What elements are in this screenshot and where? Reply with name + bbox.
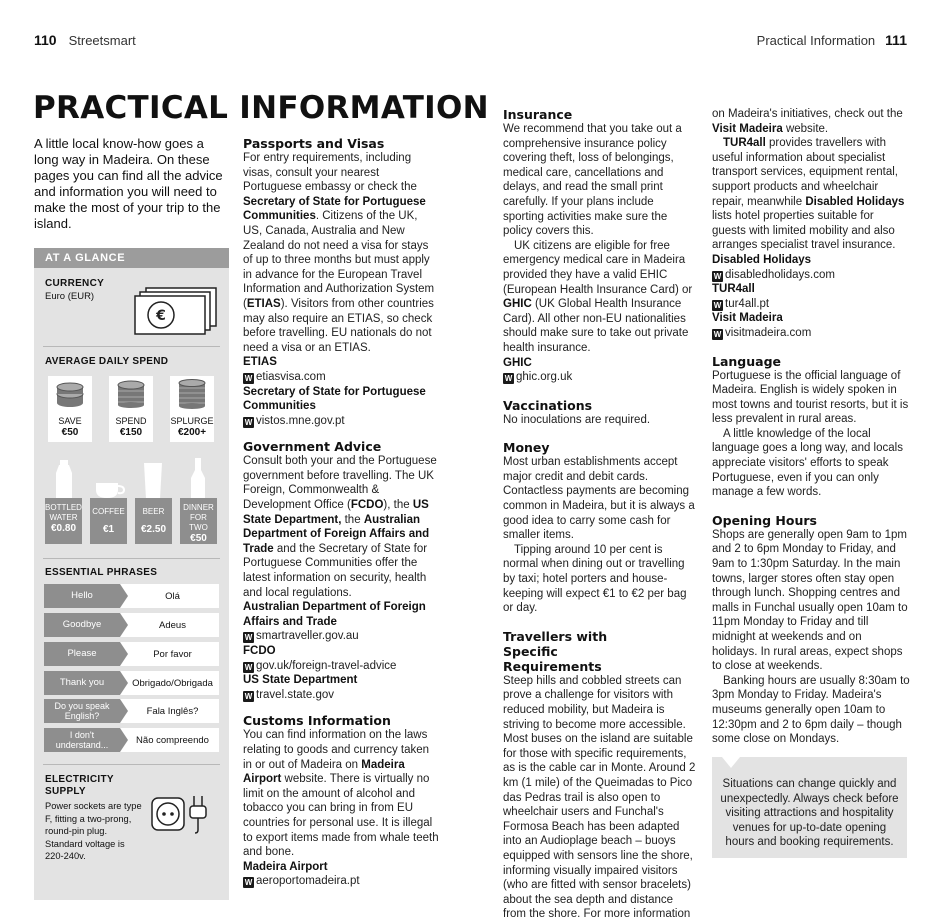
travellers-paragraph: Steep hills and cobbled streets can prove a challenge for visitors with reduced mobility, but Madeira is striving to become more accessible. Most buses on the island are suitable for those with specific requirements, as is the cable car in Monte. Around 2 km (1 mile) of the Queimadas to Pico das Pedras trail is also open to wheelchair users and Funchal's Formosa Beach has been adapted into an Audioplage beach – buoys equipped with sensors line the shore, informing visually impaired visitors (who are fitted with sensor bracelets) about the sea depth and distance from the shore. For more information (503, 674, 696, 921)
price-value: €50 (190, 533, 207, 544)
right-page-number: 111 (885, 32, 907, 48)
spend-value: €50 (61, 427, 79, 438)
phrase-portuguese: Obrigado/Obrigada (120, 671, 219, 695)
price-value: €2.50 (140, 524, 167, 535)
website-link[interactable]: visitmadeira.com (725, 326, 812, 339)
coin-stack-icon (177, 379, 207, 409)
wine-bottle-icon (188, 458, 208, 500)
phrase-row (44, 642, 219, 666)
phrase-english: Hello (44, 584, 120, 608)
spend-label: SPEND (115, 416, 147, 426)
phrase-english: I don't understand... (44, 728, 120, 752)
customs-paragraph: You can find information on the laws relating to goods and currency taken in or out of Madeira on Madeira Airport website. There is virtually no limit on the amount of alcohol and tobacco you can bring in from EU countries for personal use. It is illegal to export items made from whale teeth and bone. (243, 729, 439, 859)
at-a-glance-heading: AT A GLANCE (34, 248, 229, 268)
phrase-portuguese: Adeus (120, 613, 219, 637)
currency-value: Euro (EUR) (45, 291, 95, 302)
website-link[interactable]: smartraveller.gov.au (256, 630, 359, 643)
section-heading-money: Money (503, 440, 550, 456)
government-paragraph: Consult both your and the Portuguese government before travelling. The UK Foreign, Commonwealth & Development Office (FCDO), the US State Department, the Australian Department of Foreign Affairs and Trade and the Secretary of State for Portuguese Communities offer the latest information on security, health and local regulations. (243, 455, 437, 599)
section-heading-vaccinations: Vaccinations (503, 397, 593, 413)
org-name: TUR4all (712, 283, 755, 296)
divider (43, 558, 220, 559)
org-name: Madeira Airport (243, 860, 328, 873)
phrase-portuguese: Fala Inglês? (120, 699, 219, 723)
travellers-continued-paragraph: TUR4all provides travellers with useful information about specialist transport services, equipment rental, support products and wheelchair repair, meanwhile Disabled Holidays lists hotel properties suitable for guests with limited mobility and also arranges specialist travel insurance. (712, 137, 905, 252)
left-page-header (34, 32, 136, 48)
phrase-english: Do you speak English? (44, 699, 120, 723)
price-beer (135, 498, 172, 544)
phrase-english: Goodbye (44, 613, 120, 637)
money-paragraph: Tipping around 10 per cent is normal when dining out or travelling by taxi; hotel porters and house-keeping will expect €1 to €2 per bag or day. (503, 543, 687, 615)
org-name: ETIAS (243, 356, 277, 369)
power-socket-plug-icon (150, 794, 212, 834)
price-value: €1 (102, 524, 115, 535)
section-heading-language: Language (712, 353, 782, 369)
coin-stack-icon (116, 379, 146, 409)
divider (43, 764, 220, 765)
section-heading-travellers: Travellers with Specific Requirements (503, 628, 608, 674)
column-3 (712, 107, 910, 747)
money-paragraph: Most urban establishments accept major credit and debit cards. Contactless payments are becoming common in Madeira, but it is always a good idea to carry some cash for smaller items. (503, 456, 695, 542)
price-coffee (90, 498, 127, 544)
right-section-title: Practical Information (756, 33, 876, 48)
advisory-note-text: Situations can change quickly and unexpectedly. Always check before visiting attractions and hospitality venues for up-to-date opening hours and booking requirements. (720, 778, 899, 849)
language-paragraph: Portuguese is the official language of Madeira. English is widely spoken in most towns and tourist resorts, but it is less prevalent in rural areas. (712, 369, 909, 426)
org-name: GHIC (503, 356, 532, 369)
spend-spend-box (109, 376, 153, 442)
website-icon: W (244, 417, 253, 427)
phrase-portuguese: Olá (120, 584, 219, 608)
price-label: BEER (142, 507, 165, 516)
website-link[interactable]: ghic.org.uk (516, 371, 573, 384)
advisory-note-box (712, 757, 907, 858)
spend-label: SAVE (58, 416, 82, 426)
phrase-row (44, 671, 219, 695)
phrase-row (44, 613, 219, 637)
website-icon: W (244, 633, 253, 643)
spend-label: SPLURGE (170, 416, 214, 426)
website-icon: W (244, 662, 253, 672)
opening-hours-paragraph: Banking hours are usually 8:30am to 3pm Monday to Friday. Madeira's museums generally open 10am to 12:30pm and 2 to 6pm daily – though some close on Mondays. (712, 674, 910, 746)
section-heading-customs: Customs Information (243, 713, 391, 729)
spend-value: €150 (119, 427, 143, 438)
org-name: Disabled Holidays (712, 253, 812, 266)
spend-splurge-box (170, 376, 214, 442)
currency-label: CURRENCY (45, 278, 105, 289)
price-label: DINNER FOR TWO (183, 503, 214, 532)
coin-stack-icon (55, 379, 85, 409)
price-value: €0.80 (50, 523, 77, 534)
price-dinner-for-two (180, 498, 217, 544)
spend-value: €200+ (177, 427, 207, 438)
phrase-row (44, 728, 219, 752)
spend-save-box (48, 376, 92, 442)
electricity-supply-label: ELECTRICITY SUPPLY (45, 774, 114, 797)
website-link[interactable]: gov.uk/foreign-travel-advice (256, 659, 397, 672)
website-icon: W (713, 329, 722, 339)
column-2 (503, 107, 697, 922)
website-icon: W (244, 878, 253, 888)
phrase-row (44, 699, 219, 723)
insurance-paragraph: We recommend that you take out a comprehensive insurance policy covering theft, loss of belongings, medical care, cancellations and delays, and read the small print carefully. If your plans include sporting activities make sure the policy covers this. (503, 123, 682, 238)
website-link[interactable]: tur4all.pt (725, 297, 770, 310)
column-1 (243, 136, 439, 889)
section-heading-insurance: Insurance (503, 107, 573, 122)
org-name: US State Department (243, 674, 358, 687)
phrase-portuguese: Não compreendo (120, 728, 219, 752)
website-icon: W (713, 300, 722, 310)
page-title: PRACTICAL INFORMATION (33, 90, 489, 126)
phrase-english: Please (44, 642, 120, 666)
website-link[interactable]: vistos.mne.gov.pt (256, 414, 345, 427)
section-heading-government-advice: Government Advice (243, 439, 382, 455)
phrase-row (44, 584, 219, 608)
price-bottled-water (45, 498, 82, 544)
price-label: COFFEE (92, 507, 125, 516)
right-page-header (757, 32, 907, 48)
org-name: Australian Department of Foreign Affairs and Trade (243, 601, 426, 628)
price-label: BOTTLED WATER (45, 503, 82, 522)
section-heading-passports: Passports and Visas (243, 136, 385, 151)
website-link[interactable]: aeroportomadeira.pt (256, 875, 360, 888)
essential-phrases-label: ESSENTIAL PHRASES (45, 567, 158, 578)
intro-paragraph: A little local know-how goes a long way in Madeira. On these pages you can find all the advice and information you will need to make the most of your trip to the island. (34, 136, 223, 231)
website-icon: W (504, 374, 513, 384)
travellers-continued-paragraph: on Madeira's initiatives, check out the Visit Madeira website. (712, 108, 903, 135)
opening-hours-paragraph: Shops are generally open 9am to 1pm and 2 to 6pm Monday to Friday, and 9am to 1:30pm Saturday. In the main towns, larger stores often stay open through lunch. Shopping centres and malls in Funchal usually open 10am to 11pm Monday to Friday and till midnight at weekends and on holidays. In rural areas, expect shops to close at weekends. (712, 528, 908, 673)
phrase-english: Thank you (44, 671, 120, 695)
language-paragraph: A little knowledge of the local language goes a long way, and locals appreciate visitors' efforts to speak Portuguese, even if you can only manage a few words. (712, 427, 903, 499)
website-icon: W (244, 691, 253, 701)
passports-paragraph: For entry requirements, including visas, consult your nearest Portuguese embassy or check the Secretary of State for Portuguese Communities. Citizens of the UK, US, Canada, Australia and New Zealand do not need a visa for stays of up to three months but must apply in advance for the European Travel Information and Authorization System (ETIAS). Visitors from other countries may also require an ETIAS, so check before travelling. EU nationals do not need a visa or an ETIAS. (243, 152, 435, 354)
water-bottle-icon (54, 460, 74, 500)
org-name: FCDO (243, 645, 276, 657)
website-link[interactable]: travel.state.gov (256, 688, 334, 701)
left-section-title: Streetsmart (68, 33, 136, 48)
insurance-paragraph: UK citizens are eligible for free emergency medical care in Madeira provided they have a valid EHIC (European Health Insurance Card) or GHIC (UK Global Health Insurance Card). All other non-EU nationalities should make sure to take out private health insurance. (503, 239, 693, 354)
phrase-portuguese: Por favor (120, 642, 219, 666)
website-link[interactable]: etiasvisa.com (256, 370, 326, 383)
website-link[interactable]: disabledholidays.com (725, 268, 835, 281)
left-page-number: 110 (34, 32, 57, 48)
at-a-glance-panel (34, 248, 229, 900)
beer-glass-icon (143, 463, 163, 499)
org-name: Visit Madeira (712, 312, 783, 325)
vaccinations-paragraph: No inoculations are required. (503, 413, 651, 426)
section-heading-opening-hours: Opening Hours (712, 512, 817, 528)
website-icon: W (244, 373, 253, 383)
org-name: Secretary of State for Portuguese Communities (243, 385, 426, 413)
divider (43, 346, 220, 347)
electricity-text: Power sockets are type F, fitting a two-prong, round-pin plug. Standard voltage is 220-240v. (45, 801, 142, 861)
website-icon: W (713, 271, 722, 281)
coffee-cup-icon (94, 480, 126, 500)
banknotes-icon (134, 286, 220, 336)
currency-symbol: € (156, 308, 166, 324)
average-daily-spend-label: AVERAGE DAILY SPEND (45, 356, 169, 367)
